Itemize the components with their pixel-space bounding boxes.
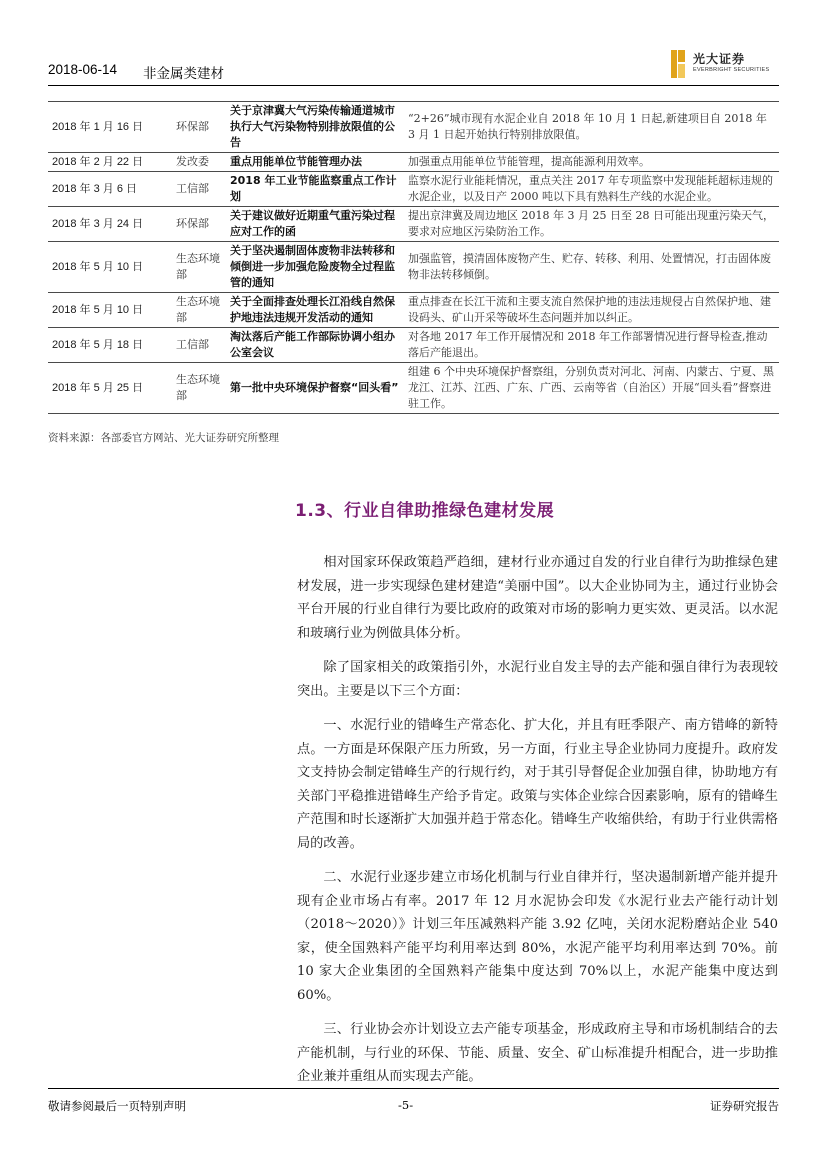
row-desc: 加强重点用能单位节能管理，提高能源利用效率。	[404, 153, 779, 172]
row-desc: 组建 6 个中央环境保护督察组，分别负责对河北、河南、内蒙古、宁夏、黑龙江、江苏、江西、广东、广西、云南等省（自治区）开展“回头看”督察进驻工作。	[404, 363, 779, 414]
table-source-note: 资料来源：各部委官方网站、光大证券研究所整理	[48, 432, 279, 444]
row-date: 2018 年 1 月 16 日	[48, 102, 172, 153]
section-heading: 1.3、行业自律助推绿色建材发展	[295, 501, 555, 521]
row-dept: 工信部	[172, 172, 226, 207]
row-desc: “2+26”城市现有水泥企业自 2018 年 10 月 1 日起,新建项目自 2018 年 3 月 1 日起开始执行特别排放限值。	[404, 102, 779, 153]
company-logo	[671, 48, 779, 82]
table-row	[48, 363, 779, 414]
logo-mark-icon	[671, 50, 685, 78]
row-date: 2018 年 5 月 25 日	[48, 363, 172, 414]
row-dept: 发改委	[172, 153, 226, 172]
table-row	[48, 153, 779, 172]
page-header	[48, 52, 779, 84]
row-dept: 环保部	[172, 102, 226, 153]
row-date: 2018 年 5 月 10 日	[48, 293, 172, 328]
footer-report-type: 证券研究报告	[710, 1099, 779, 1113]
row-desc: 提出京津冀及周边地区 2018 年 3 月 25 日至 28 日可能出现重污染天气，要求对应地区污染防治工作。	[404, 207, 779, 242]
paragraph: 相对国家环保政策趋严趋细，建材行业亦通过自发的行业自律行为助推绿色建材发展，进一步实现绿色建材建造“美丽中国”。以大企业协同为主，通过行业协会平台开展的行业自律行为要比政府的政策对市场的影响力更实效、更灵活。以水泥和玻璃行业为例做具体分析。	[297, 555, 778, 641]
row-date: 2018 年 5 月 18 日	[48, 328, 172, 363]
logo-text-en: EVERBRIGHT SECURITIES	[693, 67, 770, 73]
row-title: 关于全面排查处理长江沿线自然保护地违法违规开发活动的通知	[226, 293, 404, 328]
paragraph: 二、水泥行业逐步建立市场化机制与行业自律并行，坚决遏制新增产能并提升现有企业市场占有率。2017 年 12 月水泥协会印发《水泥行业去产能行动计划（2018～2020）》计划三年压减熟料产能 3.92 亿吨，关闭水泥粉磨站企业 540 家，使全国熟料产能平均利用率达到 80%，水泥产能平均利用率达到 70%。前 10 家大企业集团的全国熟料产能集中度达到 70%以上，水泥产能集中度达到 60%。	[297, 870, 778, 1003]
row-desc: 加强监管，摸清固体废物产生、贮存、转移、利用、处置情况，打击固体废物非法转移倾倒。	[404, 242, 779, 293]
table-row	[48, 172, 779, 207]
row-date: 2018 年 3 月 24 日	[48, 207, 172, 242]
paragraph: 除了国家相关的政策指引外，水泥行业自发主导的去产能和强自律行为表现较突出。主要是以下三个方面：	[297, 660, 778, 699]
row-date: 2018 年 5 月 10 日	[48, 242, 172, 293]
body-text	[297, 551, 778, 1100]
row-dept: 生态环境部	[172, 293, 226, 328]
table-row	[48, 207, 779, 242]
row-date: 2018 年 3 月 6 日	[48, 172, 172, 207]
report-category: 非金属类建材	[143, 66, 224, 82]
table-row	[48, 293, 779, 328]
row-dept: 生态环境部	[172, 363, 226, 414]
logo-text-cn: 光大证券	[693, 52, 746, 66]
row-title: 重点用能单位节能管理办法	[226, 153, 404, 172]
paragraph: 三、行业协会亦计划设立去产能专项基金，形成政府主导和市场机制结合的去产能机制，与行业的环保、节能、质量、安全、矿山标准提升相配合，进一步助推企业兼并重组从而实现去产能。	[297, 1022, 778, 1084]
row-title: 关于坚决遏制固体废物非法转移和倾倒进一步加强危险废物全过程监管的通知	[226, 242, 404, 293]
report-date: 2018-06-14	[48, 62, 118, 77]
row-title: 关于京津冀大气污染传输通道城市执行大气污染物特别排放限值的公告	[226, 102, 404, 153]
row-desc: 重点排查在长江干流和主要支流自然保护地的违法违规侵占自然保护地、建设码头、矿山开采等破坏生态问题并加以纠正。	[404, 293, 779, 328]
policy-table	[48, 101, 779, 414]
row-title: 关于建议做好近期重气重污染过程应对工作的函	[226, 207, 404, 242]
row-title: 2018 年工业节能监察重点工作计划	[226, 172, 404, 207]
footer-disclaimer: 敬请参阅最后一页特别声明	[48, 1099, 186, 1113]
row-desc: 对各地 2017 年工作开展情况和 2018 年工作部署情况进行督导检查,推动落后产能退出。	[404, 328, 779, 363]
row-dept: 生态环境部	[172, 242, 226, 293]
footer-divider	[48, 1088, 779, 1089]
row-date: 2018 年 2 月 22 日	[48, 153, 172, 172]
table-row	[48, 242, 779, 293]
row-title: 淘汰落后产能工作部际协调小组办公室会议	[226, 328, 404, 363]
header-divider	[48, 85, 779, 86]
row-dept: 环保部	[172, 207, 226, 242]
table-row	[48, 102, 779, 153]
page-number: -5-	[398, 1098, 414, 1112]
row-dept: 工信部	[172, 328, 226, 363]
paragraph: 一、水泥行业的错峰生产常态化、扩大化，并且有旺季限产、南方错峰的新特点。一方面是环保限产压力所致，另一方面，行业主导企业协同力度提升。政府发文支持协会制定错峰生产的行规行约，对于其引导督促企业加强自律，协助地方有关部门平稳推进错峰生产给予肯定。政策与实体企业综合因素影响，原有的错峰生产范围和时长逐渐扩大加强并趋于常态化。错峰生产收缩供给，有助于行业供需格局的改善。	[297, 718, 778, 851]
table-row	[48, 328, 779, 363]
row-desc: 监察水泥行业能耗情况，重点关注 2017 年专项监察中发现能耗超标违规的水泥企业，以及日产 2000 吨以下具有熟料生产线的水泥企业。	[404, 172, 779, 207]
row-title: 第一批中央环境保护督察“回头看”	[226, 363, 404, 414]
